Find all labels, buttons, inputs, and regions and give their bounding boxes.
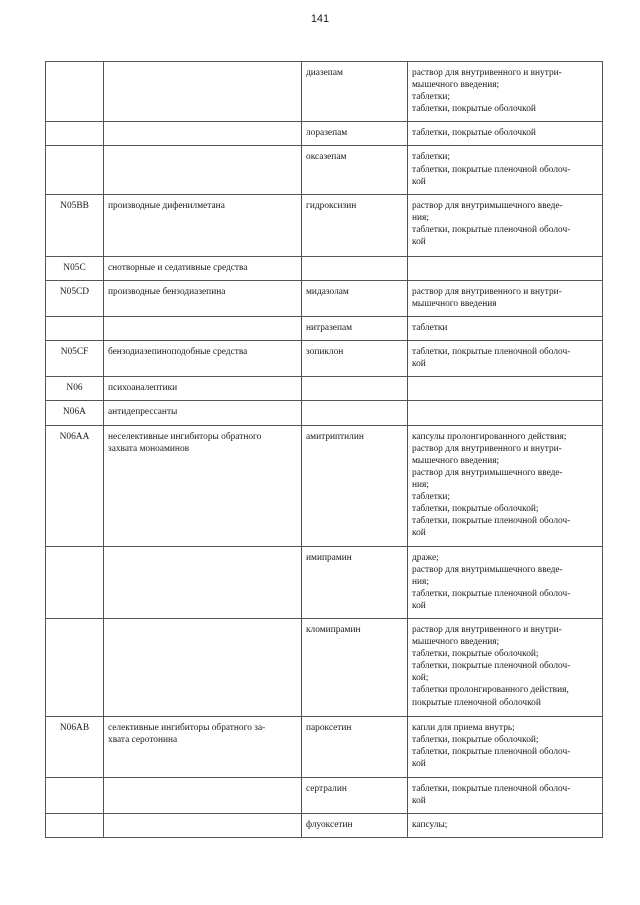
group-name-cell-text: неселективные ингибиторы обратного захвата моноаминов [108,431,262,454]
group-name-cell-text: селективные ингибиторы обратного за- хвата серотонина [108,722,266,746]
drug-name-cell [302,814,408,838]
page-number: 141 [310,13,330,25]
dosage-forms-cell-text: таблетки, покрытые пленочной оболоч- кой [412,347,571,370]
dosage-forms-cell [408,280,603,316]
drug-name-cell [302,777,408,813]
dosage-forms-cell [408,777,603,813]
atc-code-cell [46,546,104,618]
group-name-cell-text: снотворные и седативные средства [108,262,248,273]
drug-name-cell [302,377,408,401]
group-name-cell [104,194,302,256]
drug-name-cell-text: пароксетин [306,722,352,733]
table-row [46,256,603,280]
table-row [46,122,603,146]
drug-name-cell-text: мидазолам [306,286,349,297]
group-name-cell [104,716,302,777]
drug-name-cell [302,618,408,716]
drug-name-cell [302,341,408,377]
group-name-cell [104,122,302,146]
table-row [46,62,603,122]
drug-name-cell-text: гидроксизин [306,200,357,211]
group-name-cell [104,618,302,716]
table-row [46,425,603,546]
dosage-forms-cell-text: таблетки, покрытые пленочной оболоч- кой [412,783,571,807]
drug-name-cell [302,425,408,546]
table-row [46,401,603,425]
atc-code-cell [46,716,104,777]
dosage-forms-cell-text: таблетки; таблетки, покрытые пленочной оболоч- кой [412,152,571,187]
atc-code-cell-text: N05CD [59,286,90,297]
dosage-forms-cell [408,122,603,146]
atc-code-cell [46,401,104,425]
dosage-forms-cell [408,146,603,194]
drug-name-cell-text: кломипрамин [306,624,361,635]
dosage-forms-cell [408,546,603,618]
group-name-cell [104,777,302,813]
drug-name-cell-text: оксазепам [306,152,347,163]
drug-name-cell-text: лоразепам [306,128,348,139]
drug-name-cell-text: зопиклон [306,347,344,358]
dosage-forms-cell [408,618,603,716]
group-name-cell-text: производные бензодиазепина [108,286,226,297]
dosage-forms-cell [408,425,603,546]
drug-name-cell-text: диазепам [306,68,343,78]
drug-name-cell-text: амитриптилин [306,431,364,442]
atc-code-cell [46,280,104,316]
atc-code-cell-text: N06A [63,407,86,418]
atc-code-cell-text: N05BB [60,200,89,211]
dosage-forms-cell-text: раствор для внутривенного и внутри- мышечного введения; таблетки; таблетки, покрытые оболочкой [412,68,562,115]
group-name-cell [104,341,302,377]
table-row [46,618,603,716]
atc-code-cell-text: N05CF [60,347,89,358]
group-name-cell [104,546,302,618]
dosage-forms-cell [408,814,603,838]
dosage-forms-cell [408,341,603,377]
drug-name-cell-text: сертралин [306,783,347,794]
dosage-forms-cell [408,716,603,777]
group-name-cell-text: антидепрессанты [108,407,178,418]
table-row [46,377,603,401]
group-name-cell [104,317,302,341]
atc-code-cell [46,194,104,256]
group-name-cell [104,814,302,838]
drug-table [45,61,603,838]
atc-code-cell-text: N06AA [59,431,90,442]
dosage-forms-cell [408,62,603,122]
atc-code-cell-text: N05C [63,262,86,273]
drug-name-cell [302,280,408,316]
drug-name-cell-text: флуоксетин [306,820,353,831]
atc-code-cell-text: N06AB [59,722,90,733]
table-row [46,317,603,341]
dosage-forms-cell-text: драже; раствор для внутримышечного введе- ния; таблетки, покрытые пленочной оболоч- кой [412,552,571,611]
group-name-cell [104,425,302,546]
group-name-cell [104,377,302,401]
dosage-forms-cell [408,317,603,341]
dosage-forms-cell [408,256,603,280]
group-name-cell [104,146,302,194]
atc-code-cell [46,341,104,377]
atc-code-cell [46,317,104,341]
table-row [46,194,603,256]
dosage-forms-cell-text: раствор для внутривенного и внутри- мышечного введения; таблетки, покрытые оболочкой; таблетки, покрытые пленочной оболоч- кой; таблетки пролонгированного действия, покрытые пленочной оболочкой [412,624,571,708]
dosage-forms-cell [408,401,603,425]
group-name-cell [104,401,302,425]
atc-code-cell [46,777,104,813]
atc-code-cell [46,122,104,146]
atc-code-cell-text: N06 [66,383,83,394]
drug-name-cell-text: нитразепам [306,323,353,334]
group-name-cell [104,62,302,122]
atc-code-cell [46,377,104,401]
atc-code-cell [46,814,104,838]
table-row [46,814,603,838]
group-name-cell-text: психоаналептики [108,383,178,394]
drug-name-cell [302,256,408,280]
table-row [46,280,603,316]
dosage-forms-cell-text: раствор для внутримышечного введе- ния; таблетки, покрытые пленочной оболоч- кой [412,200,571,248]
group-name-cell [104,280,302,316]
dosage-forms-cell-text: таблетки [412,323,448,334]
dosage-forms-cell [408,194,603,256]
atc-code-cell [46,256,104,280]
drug-name-cell [302,194,408,256]
drug-name-cell [302,122,408,146]
dosage-forms-cell-text: капли для приема внутрь; таблетки, покрытые оболочкой; таблетки, покрытые пленочной оболоч- кой [412,722,571,770]
group-name-cell-text: производные дифенилметана [108,200,225,211]
dosage-forms-cell-text: раствор для внутривенного и внутри- мышечного введения [412,286,562,309]
drug-name-cell [302,146,408,194]
dosage-forms-cell-text: капсулы пролонгированного действия; раствор для внутривенного и внутри- мышечного введения; раствор для внутримышечного введе- ния; таблетки; таблетки, покрытые оболочкой; таблетки, покрытые пленочной оболоч- кой [412,431,571,539]
dosage-forms-cell-text: капсулы; [412,820,448,831]
drug-name-cell [302,716,408,777]
group-name-cell-text: бензодиазепиноподобные средства [108,347,248,358]
drug-name-cell-text: имипрамин [306,552,352,563]
table-row [46,341,603,377]
atc-code-cell [46,618,104,716]
group-name-cell [104,256,302,280]
drug-name-cell [302,62,408,122]
atc-code-cell [46,425,104,546]
table-row [46,546,603,618]
dosage-forms-cell [408,377,603,401]
atc-code-cell [46,62,104,122]
table-row [46,716,603,777]
drug-name-cell [302,317,408,341]
table-row [46,146,603,194]
drug-name-cell [302,546,408,618]
atc-code-cell [46,146,104,194]
dosage-forms-cell-text: таблетки, покрытые оболочкой [412,128,536,139]
drug-name-cell [302,401,408,425]
table-row [46,777,603,813]
